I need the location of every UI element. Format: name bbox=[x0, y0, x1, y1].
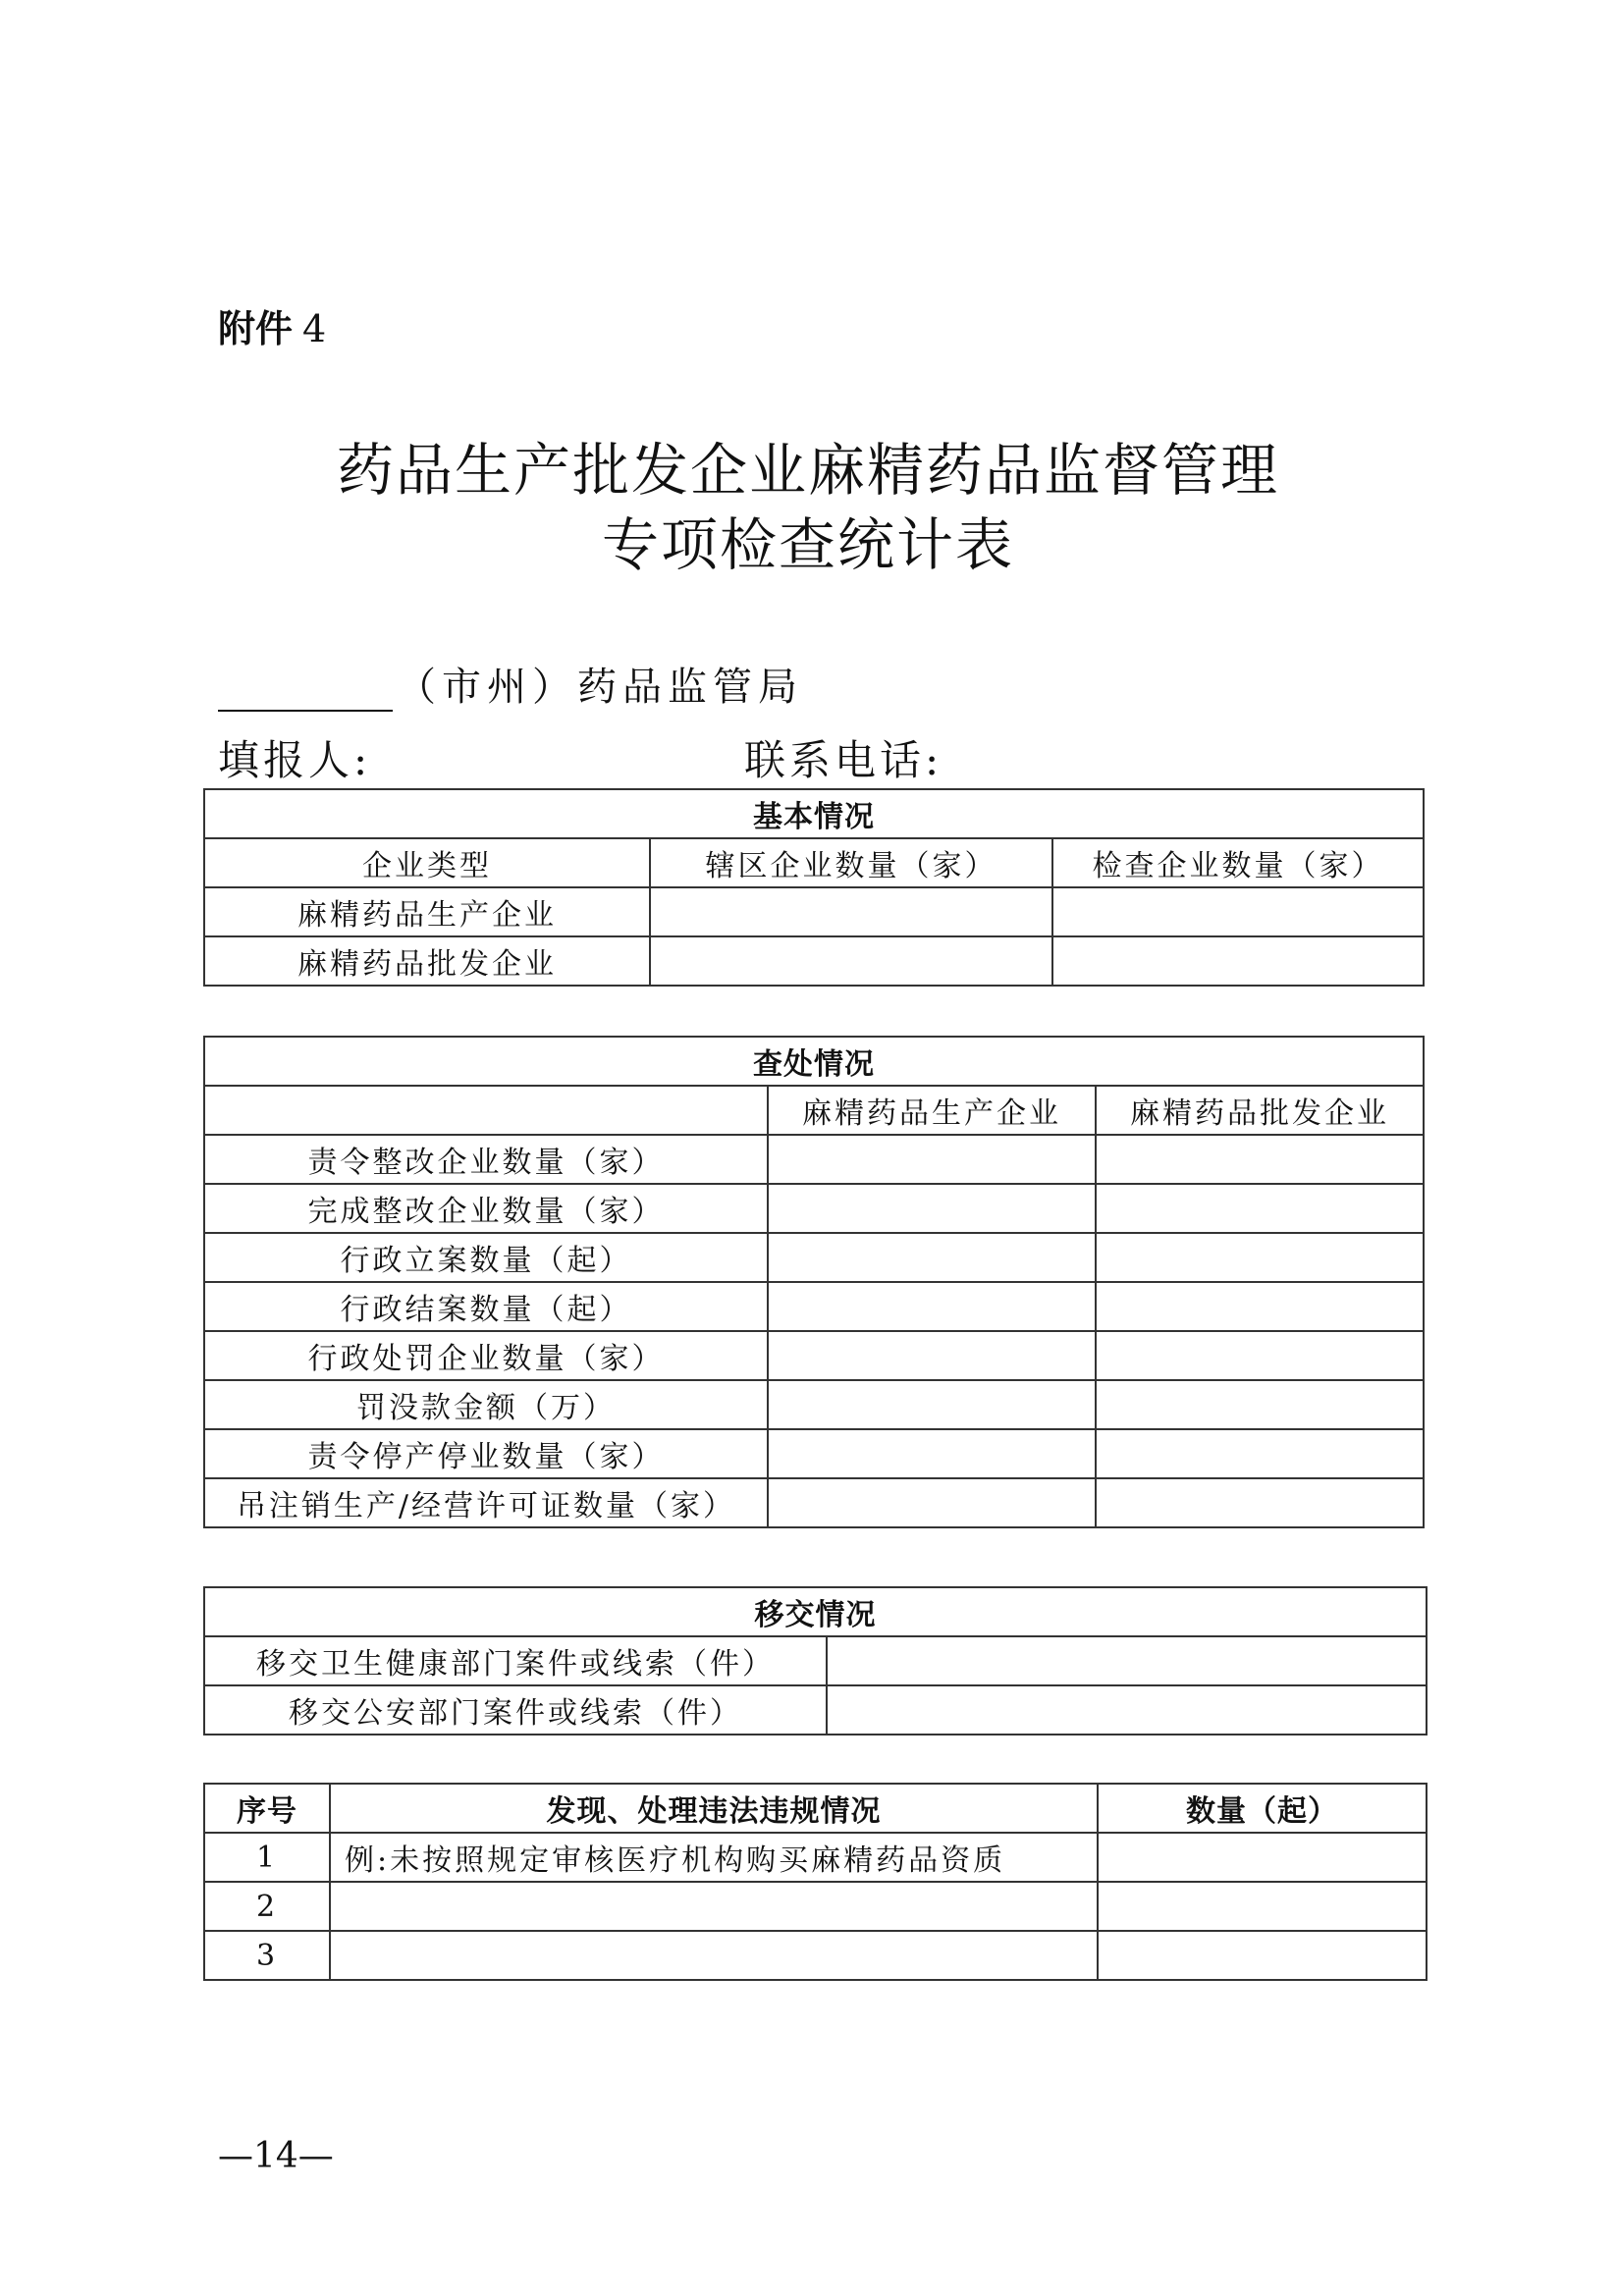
input-cell[interactable] bbox=[1096, 1184, 1424, 1233]
input-cell[interactable] bbox=[768, 1233, 1096, 1282]
column-header: 麻精药品批发企业 bbox=[1096, 1086, 1424, 1135]
row-label: 移交卫生健康部门案件或线索（件） bbox=[204, 1636, 827, 1685]
column-header: 发现、处理违法违规情况 bbox=[330, 1784, 1098, 1833]
input-cell[interactable] bbox=[1096, 1135, 1424, 1184]
handling-heading: 查处情况 bbox=[204, 1037, 1424, 1086]
row-label: 行政立案数量（起） bbox=[204, 1233, 768, 1282]
input-cell[interactable] bbox=[1096, 1282, 1424, 1331]
row-label: 麻精药品批发企业 bbox=[204, 936, 650, 986]
violations-table bbox=[203, 1783, 1427, 1981]
violation-description[interactable] bbox=[330, 1931, 1098, 1980]
violation-description[interactable]: 例:未按照规定审核医疗机构购买麻精药品资质 bbox=[330, 1833, 1098, 1882]
transfer-heading: 移交情况 bbox=[204, 1587, 1427, 1636]
page-number: —14— bbox=[218, 2136, 334, 2176]
input-cell[interactable] bbox=[1098, 1931, 1427, 1980]
input-cell[interactable] bbox=[1098, 1833, 1427, 1882]
row-label: 吊注销生产/经营许可证数量（家） bbox=[204, 1478, 768, 1527]
column-header: 检查企业数量（家） bbox=[1052, 838, 1424, 887]
column-header: 企业类型 bbox=[204, 838, 650, 887]
row-label: 行政处罚企业数量（家） bbox=[204, 1331, 768, 1380]
input-cell[interactable] bbox=[1052, 887, 1424, 936]
input-cell[interactable] bbox=[1096, 1380, 1424, 1429]
input-cell[interactable] bbox=[827, 1636, 1427, 1685]
document-title-line1: 药品生产批发企业麻精药品监督管理 bbox=[336, 437, 1279, 504]
document-title-line2: 专项检查统计表 bbox=[601, 511, 1014, 578]
basic-situation-table bbox=[203, 788, 1425, 987]
column-header: 序号 bbox=[204, 1784, 330, 1833]
column-header: 辖区企业数量（家） bbox=[650, 838, 1052, 887]
bureau-line bbox=[218, 656, 803, 712]
row-label: 罚没款金额（万） bbox=[204, 1380, 768, 1429]
input-cell[interactable] bbox=[768, 1184, 1096, 1233]
empty-header-cell bbox=[204, 1086, 768, 1135]
input-cell[interactable] bbox=[768, 1380, 1096, 1429]
row-label: 完成整改企业数量（家） bbox=[204, 1184, 768, 1233]
row-label: 责令停产停业数量（家） bbox=[204, 1429, 768, 1478]
row-label: 移交公安部门案件或线索（件） bbox=[204, 1685, 827, 1735]
transfer-situation-table bbox=[203, 1586, 1427, 1735]
attachment-text: 附件 bbox=[218, 307, 294, 350]
basic-heading: 基本情况 bbox=[204, 789, 1424, 838]
input-cell[interactable] bbox=[1098, 1882, 1427, 1931]
attachment-label bbox=[218, 298, 326, 352]
row-label: 麻精药品生产企业 bbox=[204, 887, 650, 936]
input-cell[interactable] bbox=[768, 1478, 1096, 1527]
row-label: 行政结案数量（起） bbox=[204, 1282, 768, 1331]
bureau-suffix: （市州）药品监管局 bbox=[397, 665, 803, 710]
row-number: 1 bbox=[204, 1833, 330, 1882]
phone-label: 联系电话: bbox=[744, 736, 943, 784]
input-cell[interactable] bbox=[1096, 1429, 1424, 1478]
violation-description[interactable] bbox=[330, 1882, 1098, 1931]
input-cell[interactable] bbox=[768, 1331, 1096, 1380]
input-cell[interactable] bbox=[1052, 936, 1424, 986]
input-cell[interactable] bbox=[768, 1429, 1096, 1478]
row-label: 责令整改企业数量（家） bbox=[204, 1135, 768, 1184]
input-cell[interactable] bbox=[768, 1282, 1096, 1331]
input-cell[interactable] bbox=[650, 887, 1052, 936]
input-cell[interactable] bbox=[650, 936, 1052, 986]
input-cell[interactable] bbox=[768, 1135, 1096, 1184]
input-cell[interactable] bbox=[1096, 1331, 1424, 1380]
row-number: 3 bbox=[204, 1931, 330, 1980]
input-cell[interactable] bbox=[827, 1685, 1427, 1735]
input-cell[interactable] bbox=[1096, 1233, 1424, 1282]
bureau-name-blank[interactable] bbox=[218, 665, 393, 712]
input-cell[interactable] bbox=[1096, 1478, 1424, 1527]
filler-label: 填报人: bbox=[218, 736, 372, 784]
attachment-number: 4 bbox=[302, 307, 327, 350]
handling-situation-table bbox=[203, 1036, 1425, 1528]
row-number: 2 bbox=[204, 1882, 330, 1931]
column-header: 数量（起） bbox=[1098, 1784, 1427, 1833]
column-header: 麻精药品生产企业 bbox=[768, 1086, 1096, 1135]
